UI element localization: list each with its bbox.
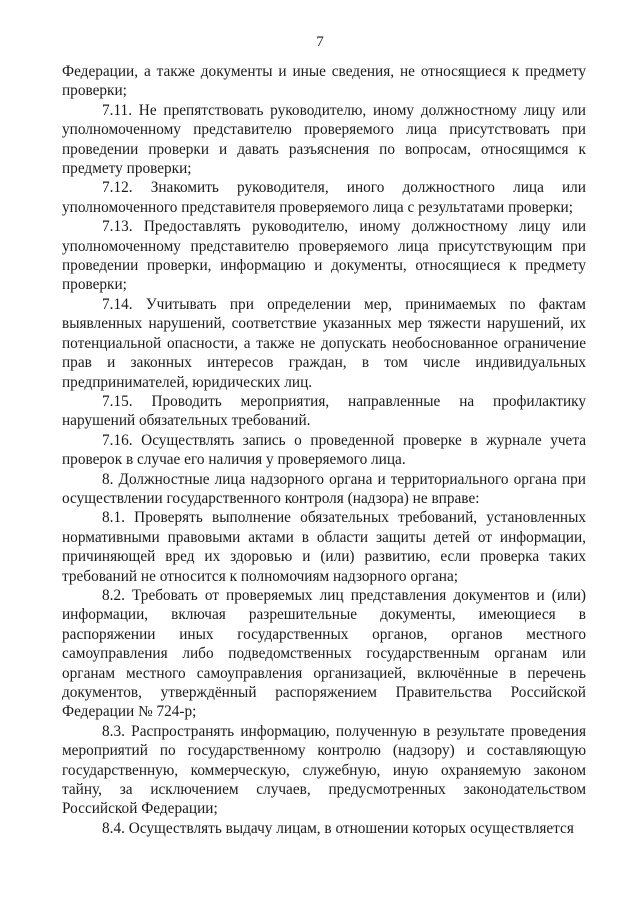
paragraph: 8.1. Проверять выполнение обязательных требований, установленных нормативными правовыми актами в области защиты детей от информации, причиняющей вред их здоровью и (или) развитию, если проверка таких требований не относится к полномочиям надзорного органа; bbox=[62, 509, 586, 585]
paragraph: 8.3. Распространять информацию, полученную в результате проведения мероприятий по государственному контролю (надзору) и составляющую государственную, коммерческую, служебную, иную охраняемую законом тайну, за исключением случаев, предусмотренных законодательством Российской Федерации; bbox=[62, 722, 586, 818]
paragraph: 7.13. Предоставлять руководителю, иному должностному лицу или уполномоченному представителю проверяемого лица присутствующим при проведении проверки, информацию и документы, относящиеся к предмету проверки; bbox=[62, 218, 586, 294]
paragraph: 7.16. Осуществлять запись о проведенной проверке в журнале учета проверок в случае его наличия у проверяемого лица. bbox=[62, 431, 586, 469]
paragraph: 8.2. Требовать от проверяемых лиц представления документов и (или) информации, включая разрешительные документы, имеющиеся в распоряжении иных государственных органов, органов местного самоуправления либо подведомственных государственным органам или органам местного самоуправления организацией, включённые в перечень документов, утверждённый распоряжением Правительства Российской Федерации № 724-р; bbox=[62, 586, 586, 721]
paragraph: 7.11. Не препятствовать руководителю, иному должностному лицу или уполномоченному представителю проверяемого лица присутствовать при проведении проверки и давать разъяснения по вопросам, относящимся к предмету проверки; bbox=[62, 101, 586, 178]
paragraph: Федерации, а также документы и иные сведения, не относящиеся к предмету проверки; bbox=[62, 63, 586, 100]
paragraph: 8. Должностные лица надзорного органа и территориального органа при осуществлении государственного контроля (надзора) не вправе: bbox=[62, 470, 586, 507]
paragraph: 7.12. Знакомить руководителя, иного должностного лица или уполномоченного представителя проверяемого лица с результатами проверки; bbox=[62, 179, 586, 216]
document-body bbox=[62, 62, 586, 838]
paragraph: 7.14. Учитывать при определении мер, принимаемых по фактам выявленных нарушений, соответствие указанных мер тяжести нарушений, их потенциальной опасности, а также не допускать необоснованное ограничение прав и законных интересов граждан, в том числе индивидуальных предпринимателей, юридических лиц. bbox=[62, 295, 586, 391]
page-number: 7 bbox=[316, 34, 324, 50]
paragraph: 8.4. Осуществлять выдачу лицам, в отношении которых осуществляется bbox=[102, 819, 574, 837]
paragraph: 7.15. Проводить мероприятия, направленные на профилактику нарушений обязательных требований. bbox=[62, 392, 586, 430]
